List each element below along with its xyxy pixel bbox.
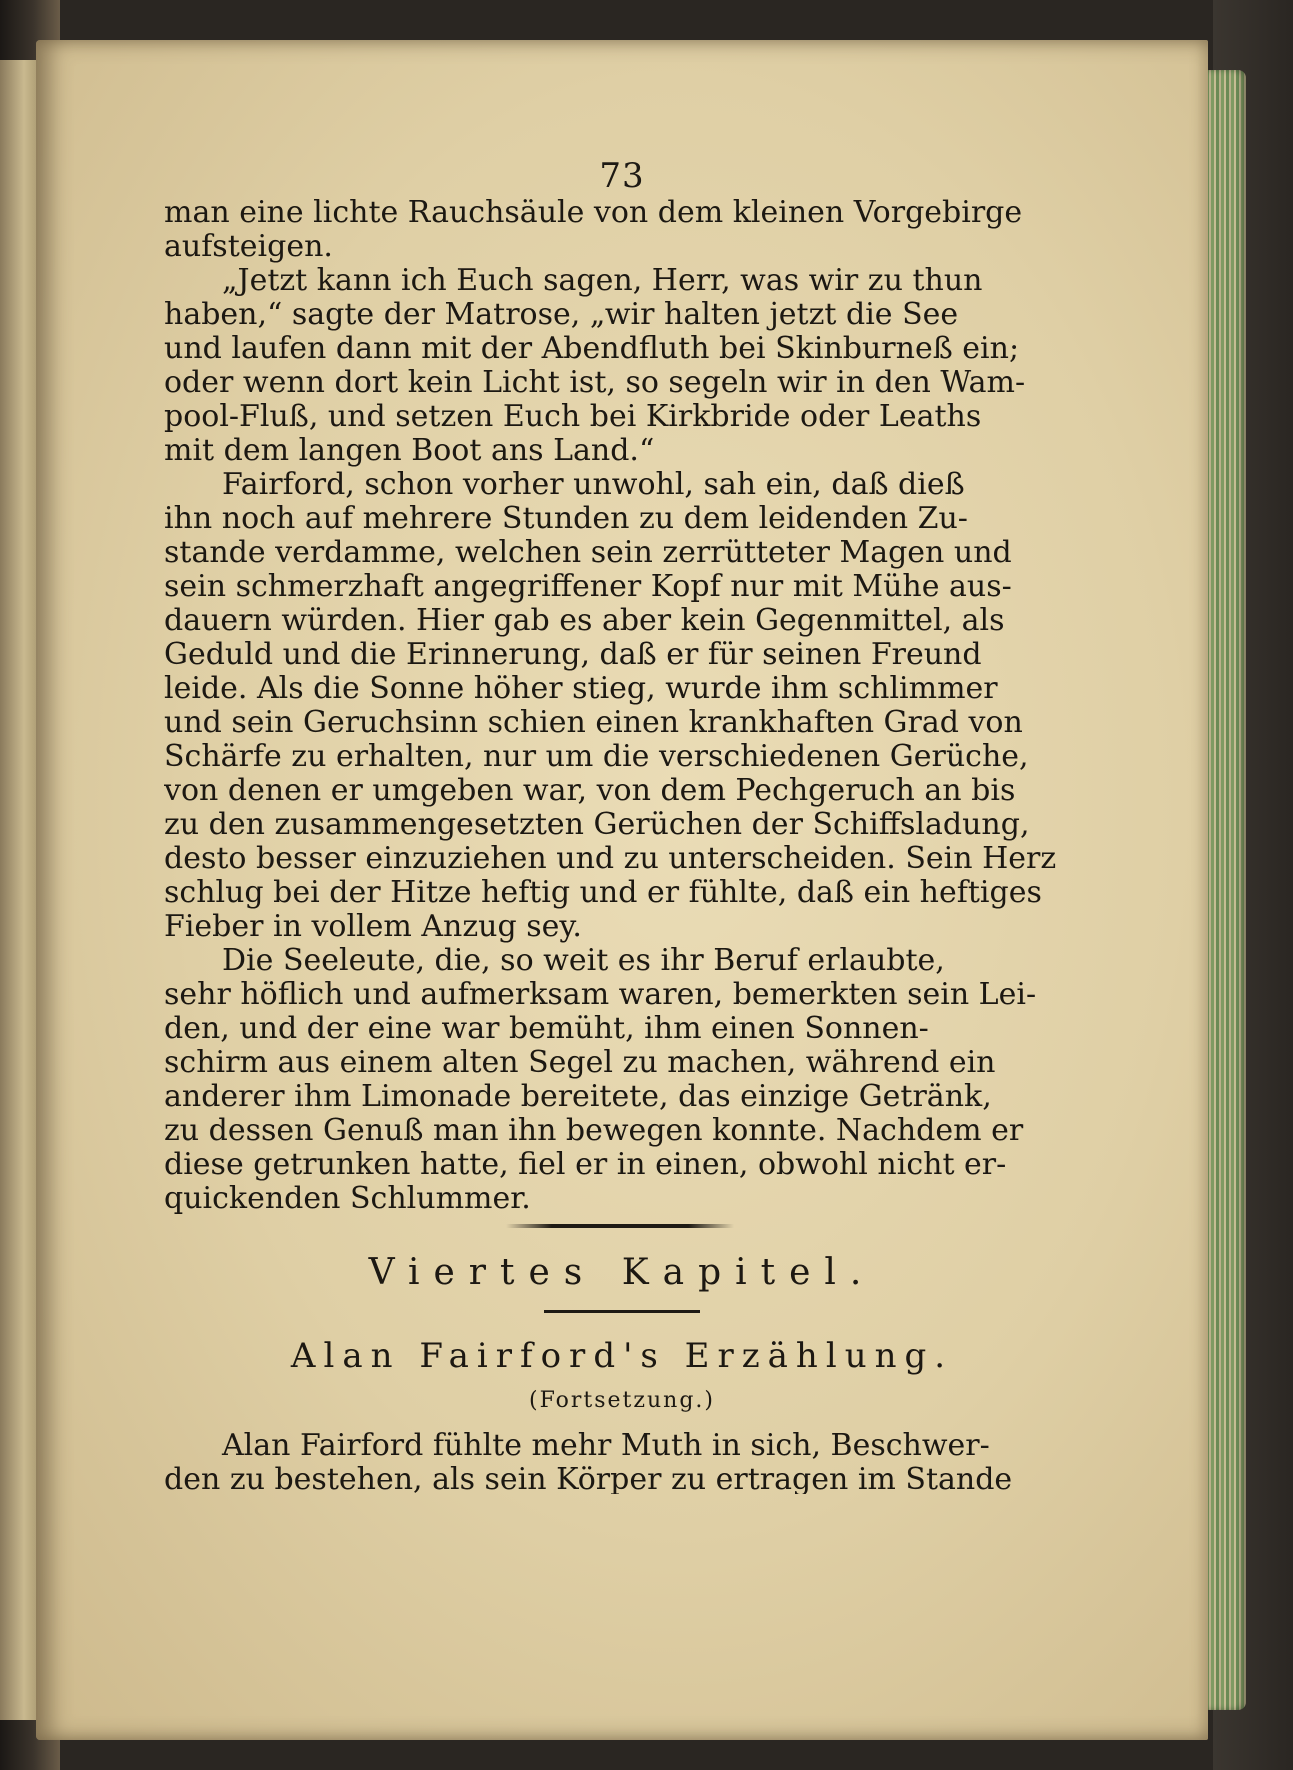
text-line: und sein Geruchsinn schien einen krankhaften Grad von	[164, 706, 1023, 740]
page-number: 73	[599, 156, 645, 196]
text-line: von denen er umgeben war, von dem Pechgeruch an bis	[164, 774, 1016, 808]
text-line: quickenden Schlummer.	[164, 1182, 531, 1216]
body-text	[164, 196, 1064, 1216]
text-line: leide. Als die Sonne höher stieg, wurde ihm schlimmer	[164, 672, 998, 706]
text-line: stande verdamme, welchen sein zerrütteter Magen und	[164, 536, 1012, 570]
text-line: Die Seeleute, die, so weit es ihr Beruf erlaubte,	[222, 944, 945, 978]
text-line: sein schmerzhaft angegriffener Kopf nur mit Mühe aus-	[164, 570, 1012, 604]
text-line: pool-Fluß, und setzen Euch bei Kirkbride oder Leaths	[164, 400, 982, 434]
text-line: und laufen dann mit der Abendfluth bei Skinburneß ein;	[164, 332, 1020, 366]
text-line: zu den zusammengesetzten Gerüchen der Schiffsladung,	[164, 808, 1030, 842]
section-subtitle: (Fortsetzung.)	[529, 1388, 715, 1413]
text-line: dauern würden. Hier gab es aber kein Gegenmittel, als	[164, 604, 1005, 638]
text-line: ihn noch auf mehrere Stunden zu dem leidenden Zu-	[164, 502, 968, 536]
text-line: zu dessen Genuß man ihn bewegen konnte. Nachdem er	[164, 1114, 1024, 1148]
chapter-title: Viertes Kapitel.	[368, 1252, 876, 1293]
text-line: schirm aus einem alten Segel zu machen, während ein	[164, 1046, 996, 1080]
text-line: diese getrunken hatte, fiel er in einen, obwohl nicht er-	[164, 1148, 1007, 1182]
text-line: Geduld und die Erinnerung, daß er für seinen Freund	[164, 638, 982, 672]
text-line: sehr höflich und aufmerksam waren, bemerkten sein Lei-	[164, 978, 1037, 1012]
text-line: den zu bestehen, als sein Körper zu ertragen im Stande	[164, 1462, 1013, 1494]
section-title: Alan Fairford's Erzählung.	[290, 1336, 954, 1376]
text-line: den, und der eine war bemüht, ihm einen Sonnen-	[164, 1012, 929, 1046]
text-line: Schärfe zu erhalten, nur um die verschiedenen Gerüche,	[164, 740, 1029, 774]
text-line: man eine lichte Rauchsäule von dem kleinen Vorgebirge	[164, 196, 1023, 230]
text-line: aufsteigen.	[164, 230, 333, 264]
book-page	[36, 40, 1208, 1740]
text-line: mit dem langen Boot ans Land.“	[164, 434, 655, 468]
text-line: oder wenn dort kein Licht ist, so segeln wir in den Wam-	[164, 366, 1026, 400]
ornamental-rule	[506, 1224, 734, 1228]
text-line: Fairford, schon vorher unwohl, sah ein, daß dieß	[222, 468, 965, 502]
text-line: haben,“ sagte der Matrose, „wir halten jetzt die See	[164, 298, 959, 332]
text-line: desto besser einzuziehen und zu unterscheiden. Sein Herz	[164, 842, 1057, 876]
text-line: schlug bei der Hitze heftig und er fühlte, daß ein heftiges	[164, 876, 1042, 910]
text-line: „Jetzt kann ich Euch sagen, Herr, was wir zu thun	[222, 264, 983, 298]
closing-text	[164, 1426, 1064, 1494]
text-line: Fieber in vollem Anzug sey.	[164, 910, 582, 944]
text-line: Alan Fairford fühlte mehr Muth in sich, Beschwer-	[222, 1428, 990, 1460]
title-rule	[544, 1310, 700, 1313]
text-line: anderer ihm Limonade bereitete, das einzige Getränk,	[164, 1080, 992, 1114]
